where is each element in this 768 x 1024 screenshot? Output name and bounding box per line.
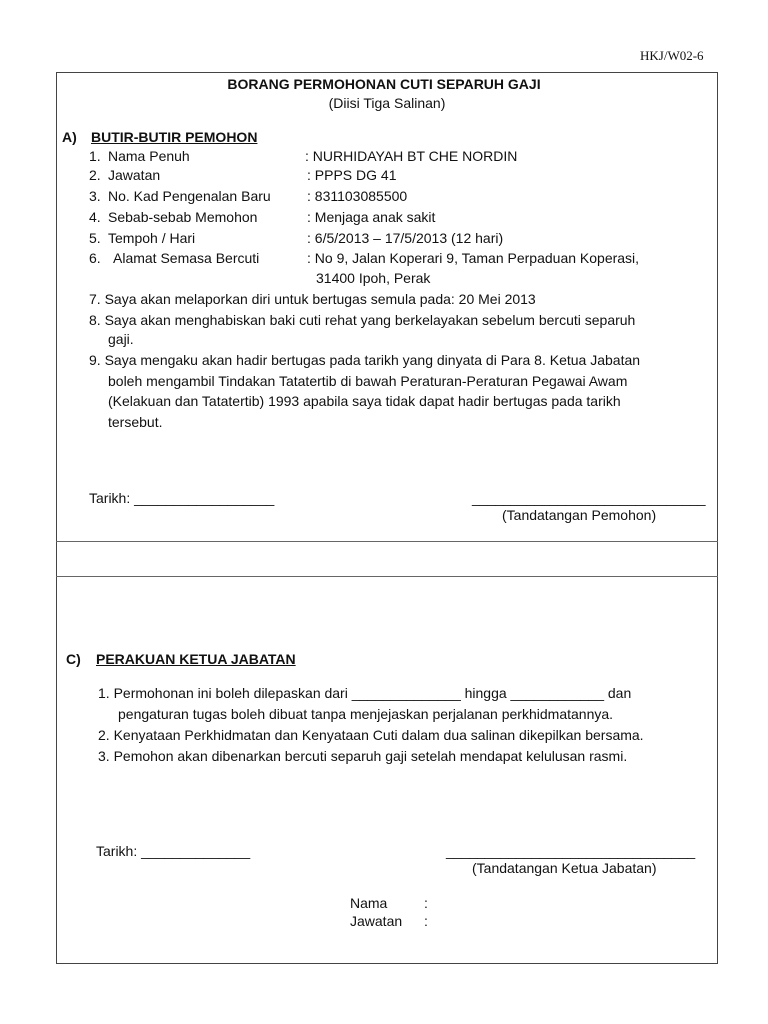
section-a-letter: A) [62,129,77,145]
field-label-ic: No. Kad Pengenalan Baru [108,188,271,204]
field-label-jawatan: Jawatan [108,167,161,183]
declaration-item-8-cont: gaji. [108,331,134,347]
head-date-field[interactable]: Tarikh: ______________ [96,843,251,859]
nama-colon: : [424,895,428,911]
applicant-date-field[interactable]: Tarikh: __________________ [89,490,275,506]
declaration-item-7: 7. Saya akan melaporkan diri untuk bertugas semula pada: 20 Mei 2013 [89,291,536,307]
declaration-item-8: 8. Saya akan menghabiskan baki cuti rehat yang berkelayakan sebelum bercuti separuh [89,312,636,328]
jawatan-colon: : [424,913,428,929]
field-label-sebab: Sebab-sebab Memohon [108,209,258,225]
document-code: HKJ/W02-6 [640,48,704,63]
declaration-item-9-cont1: boleh mengambil Tindakan Tatatertib di bawah Peraturan-Peraturan Pegawai Awam [108,373,628,389]
field-label-alamat: Alamat Semasa Bercuti [113,250,260,266]
field-value-jawatan: : PPPS DG 41 [307,167,397,183]
field-value-alamat-line2: 31400 Ipoh, Perak [316,270,431,286]
nama-label: Nama [350,895,388,911]
jawatan-label: Jawatan [350,913,403,929]
head-signature-caption: (Tandatangan Ketua Jabatan) [472,860,657,876]
field-value-ic: : 831103085500 [307,188,408,204]
approval-item-3: 3. Pemohon akan dibenarkan bercuti separuh gaji setelah mendapat kelulusan rasmi. [98,748,628,764]
section-c-heading: PERAKUAN KETUA JABATAN [96,651,296,667]
field-num: 4. [89,209,101,225]
approval-item-1: 1. Permohonan ini boleh dilepaskan dari ______________ hingga ____________ dan [98,685,632,701]
head-signature-line[interactable]: ________________________________ [446,843,696,859]
field-num: 6. [89,250,101,266]
section-divider-top [56,541,718,542]
field-value-sebab: : Menjaga anak sakit [307,209,436,225]
applicant-signature-caption: (Tandatangan Pemohon) [502,507,657,523]
section-c-letter: C) [66,651,81,667]
field-label-nama: Nama Penuh [108,148,190,164]
section-divider-bottom [56,576,718,577]
field-value-alamat: : No 9, Jalan Koperari 9, Taman Perpaduan Koperasi, [307,250,640,266]
field-label-tempoh: Tempoh / Hari [108,230,196,246]
field-value-nama: : NURHIDAYAH BT CHE NORDIN [305,148,518,164]
section-a-heading: BUTIR-BUTIR PEMOHON [91,129,258,145]
approval-item-2: 2. Kenyataan Perkhidmatan dan Kenyataan Cuti dalam dua salinan dikepilkan bersama. [98,727,644,743]
declaration-item-9-cont2: (Kelakuan dan Tatatertib) 1993 apabila saya tidak dapat hadir bertugas pada tarikh [108,393,621,409]
approval-item-1-cont: pengaturan tugas boleh dibuat tanpa menjejaskan perjalanan perkhidmatannya. [118,706,614,722]
field-num: 2. [89,167,101,183]
applicant-signature-line[interactable]: ______________________________ [472,490,706,506]
field-value-tempoh: : 6/5/2013 – 17/5/2013 (12 hari) [307,230,504,246]
field-num: 5. [89,230,101,246]
declaration-item-9-cont3: tersebut. [108,414,163,430]
field-num: 1. [89,148,101,164]
form-subtitle: (Diisi Tiga Salinan) [328,95,446,111]
field-num: 3. [89,188,101,204]
form-title: BORANG PERMOHONAN CUTI SEPARUH GAJI [227,76,541,92]
declaration-item-9: 9. Saya mengaku akan hadir bertugas pada tarikh yang dinyata di Para 8. Ketua Jabatan [89,352,641,368]
